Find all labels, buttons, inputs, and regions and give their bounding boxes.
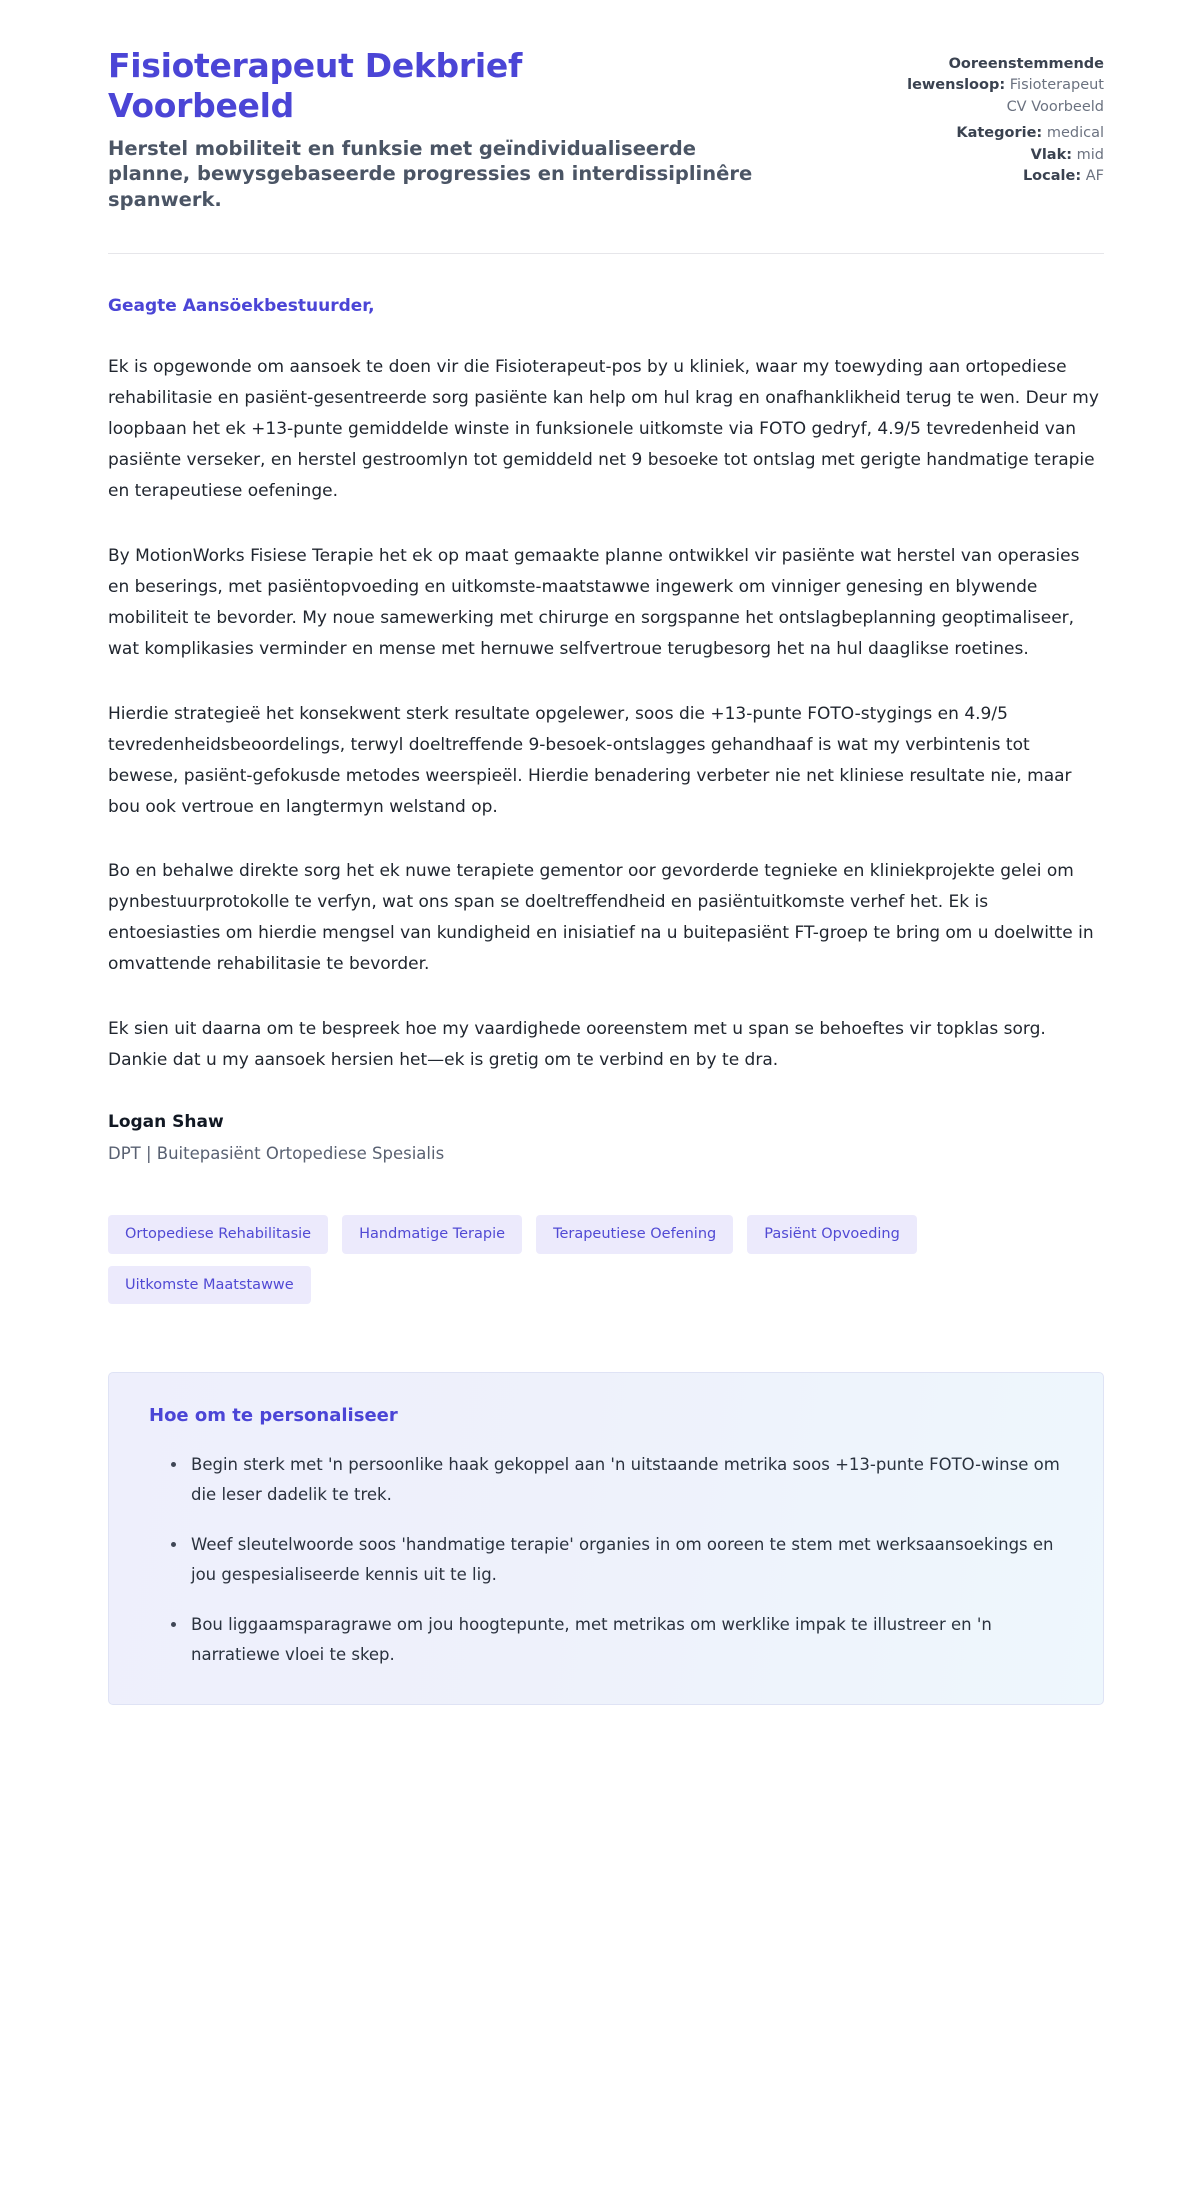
- meta-locale-label: Locale:: [1022, 168, 1082, 185]
- skill-tag-list: [108, 1215, 1028, 1304]
- meta-locale: [889, 166, 1104, 187]
- letter-paragraph: By MotionWorks Fisiese Terapie het ek op maat gemaakte planne ontwikkel vir pasiënte wat herstel van operasies en beserings, met pasiëntopvoeding en uitkomste-maatstawwe ingewerk om vinniger genesing en blywende mobiliteit te bevorder. My noue samewerking met chirurge en sorgspanne het ontslagbeplanning geoptimaliseer, wat komplikasies verminder en mense met hernuwe selfvertroue terugbesorg het na hul daaglikse roetines.: [108, 545, 1080, 659]
- skill-tag[interactable]: Pasiënt Opvoeding: [747, 1215, 917, 1254]
- meta-locale-value: AF: [1085, 168, 1104, 185]
- letter-paragraph: Hierdie strategieë het konsekwent sterk resultate opgelewer, soos die +13-punte FOTO-stygings en 4.9/5 tevredenheidsbeoordelings, terwyl doeltreffende 9-besoek-ontslagges gehandhaaf is wat my verbintenis tot bewese, pasiënt-gefokusde metodes weerspieël. Hierdie benadering verbeter nie net kliniese resultate nie, maar bou ook vertroue en langtermyn welstand op.: [108, 703, 1072, 817]
- letter-paragraph: Ek sien uit daarna om te bespreek hoe my vaardighede ooreenstem met u span se behoeftes vir topklas sorg. Dankie dat u my aansoek hersien het—ek is gretig om te verbind en by te dra.: [108, 1019, 1046, 1071]
- letter-paragraph: Ek is opgewonde om aansoek te doen vir die Fisioterapeut-pos by u kliniek, waar my toewyding aan ortopediese rehabilitasie en pasiënt-gesentreerde sorg pasiënte kan help om hul krag en onafhanklikheid terug te wen. Deur my loopbaan het ek +13-punte gemiddelde winste in funksionele uitkomste via FOTO gedryf, 4.9/5 tevredenheid van pasiënte verseker, en herstel gestroomlyn tot gemiddeld net 9 besoeke tot ontslag met gerigte handmatige terapie en terapeutiese oefeninge.: [108, 357, 1099, 502]
- meta-matching-resume-value: Fisioterapeut CV Voorbeeld: [1006, 77, 1104, 115]
- meta-category-label: Kategorie:: [956, 125, 1043, 142]
- meta-level: [889, 145, 1104, 166]
- callout-tip-item: Weef sleutelwoorde soos 'handmatige terapie' organies in om ooreen te stem met werksaansoekings en jou gespesialiseerde kennis uit te lig.: [171, 1530, 1063, 1590]
- personalization-callout: [108, 1372, 1104, 1705]
- meta-category-value: medical: [1046, 125, 1104, 142]
- document-metadata: [889, 46, 1104, 188]
- callout-tip-item: Bou liggaamsparagrawe om jou hoogtepunte, met metrikas om werklike impak te illustreer en 'n narratiewe vloei te skep.: [171, 1610, 1063, 1670]
- document-header: [108, 46, 1104, 213]
- meta-level-label: Vlak:: [1030, 146, 1073, 163]
- skill-tag[interactable]: Handmatige Terapie: [342, 1215, 522, 1254]
- callout-tip-list: [149, 1450, 1063, 1670]
- skill-tag[interactable]: Terapeutiese Oefening: [536, 1215, 733, 1254]
- letter-salutation: Geagte Aansöekbestuurder,: [108, 296, 375, 317]
- signature-name: Logan Shaw: [108, 1112, 224, 1133]
- page-title: Fisioterapeut Dekbrief Voorbeeld: [108, 46, 523, 126]
- letter-paragraphs: [108, 352, 1104, 1076]
- meta-matching-resume-label: Ooreenstemmende lewensloop:: [907, 56, 1104, 94]
- signature-role: DPT | Buitepasiënt Ortopediese Spesialis: [108, 1144, 445, 1164]
- meta-category: [889, 123, 1104, 144]
- meta-level-value: mid: [1076, 146, 1104, 163]
- page-subtitle: Herstel mobiliteit en funksie met geïndividualiseerde planne, bewysgebaseerde progressies en interdissiplinêre spanwerk.: [108, 136, 753, 212]
- signature-block: [108, 1112, 1104, 1163]
- header-left-column: [108, 46, 768, 213]
- cover-letter-body: [108, 296, 1104, 1163]
- skill-tag[interactable]: Ortopediese Rehabilitasie: [108, 1215, 328, 1254]
- header-divider: [108, 253, 1104, 254]
- skill-tag[interactable]: Uitkomste Maatstawwe: [108, 1266, 311, 1305]
- callout-tip-item: Begin sterk met 'n persoonlike haak gekoppel aan 'n uitstaande metrika soos +13-punte FOTO-winse om die leser dadelik te trek.: [171, 1450, 1063, 1510]
- callout-title: Hoe om te personaliseer: [149, 1405, 398, 1427]
- letter-paragraph: Bo en behalwe direkte sorg het ek nuwe terapiete gementor oor gevorderde tegnieke en kliniekprojekte gelei om pynbestuurprotokolle te verfyn, wat ons span se doeltreffendheid en pasiëntuitkomste verhef het. Ek is entoesiasties om hierdie mengsel van kundigheid en inisiatief na u buitepasiënt FT-groep te bring om u doelwitte in omvattende rehabilitasie te bevorder.: [108, 861, 1094, 975]
- meta-matching-resume: [889, 54, 1104, 118]
